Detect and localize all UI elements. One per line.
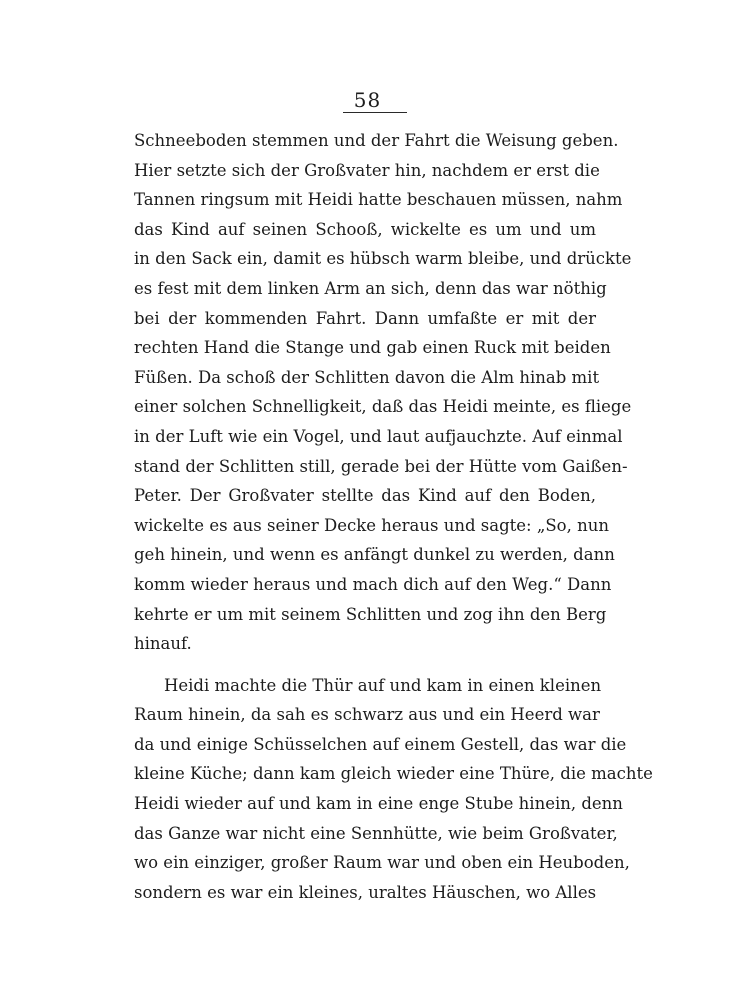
text-line: hinauf. (134, 634, 192, 654)
text-line: rechten Hand die Stange und gab einen Ruck mit beiden (134, 338, 611, 358)
text-line: einer solchen Schnelligkeit, daß das Heidi meinte, es fliege (134, 397, 632, 417)
text-line: kleine Küche; dann kam gleich wieder eine Thüre, die machte (134, 764, 653, 784)
text-line: geh hinein, und wenn es anfängt dunkel zu werden, dann (134, 545, 615, 565)
text-line: in der Luft wie ein Vogel, und laut aufjauchzte. Auf einmal (134, 426, 623, 446)
text-line: wickelte es aus seiner Decke heraus und sagte: „So, nun (134, 515, 609, 535)
text-line: stand der Schlitten still, gerade bei der Hütte vom Gaißen- (134, 456, 628, 476)
text-line: es fest mit dem linken Arm an sich, denn das war nöthig (134, 278, 607, 298)
text-line: Schneeboden stemmen und der Fahrt die Weisung geben. (134, 131, 619, 150)
text-line: kehrte er um mit seinem Schlitten und zog ihn den Berg (134, 604, 607, 624)
text-line: Füßen. Da schoß der Schlitten davon die Alm hinab mit (134, 367, 600, 387)
paragraph-1 (134, 126, 632, 659)
text-line: Raum hinein, da sah es schwarz aus und ein Heerd war (134, 705, 600, 725)
paragraph-spacing (134, 659, 596, 671)
text-line: das Kind auf seinen Schooß, wickelte es um und um (134, 219, 596, 239)
text-line: Tannen ringsum mit Heidi hatte beschauen müssen, nahm (134, 190, 623, 210)
text-line: bei der kommenden Fahrt. Dann umfaßte er mit der (134, 308, 596, 328)
text-line: da und einige Schüsselchen auf einem Gestell, das war die (134, 734, 627, 754)
paragraph-2 (134, 671, 653, 908)
text-line: in den Sack ein, damit es hübsch warm bleibe, und drückte (134, 249, 632, 269)
page-number: 58 (353, 88, 382, 112)
text-line: sondern es war ein kleines, uraltes Häuschen, wo Alles (134, 882, 597, 902)
body-text (134, 126, 653, 907)
text-line: Heidi machte die Thür auf und kam in einen kleinen (164, 675, 602, 695)
text-line: Hier setzte sich der Großvater hin, nachdem er erst die (134, 160, 600, 180)
page-number-rule (343, 112, 407, 113)
text-line: komm wieder heraus und mach dich auf den Weg.“ Dann (134, 574, 612, 594)
text-line: Peter. Der Großvater stellte das Kind auf den Boden, (134, 486, 596, 506)
text-line: das Ganze war nicht eine Sennhütte, wie beim Großvater, (134, 823, 618, 843)
text-line: wo ein einziger, großer Raum war und oben ein Heuboden, (134, 853, 630, 873)
text-line: Heidi wieder auf und kam in eine enge Stube hinein, denn (134, 794, 623, 814)
